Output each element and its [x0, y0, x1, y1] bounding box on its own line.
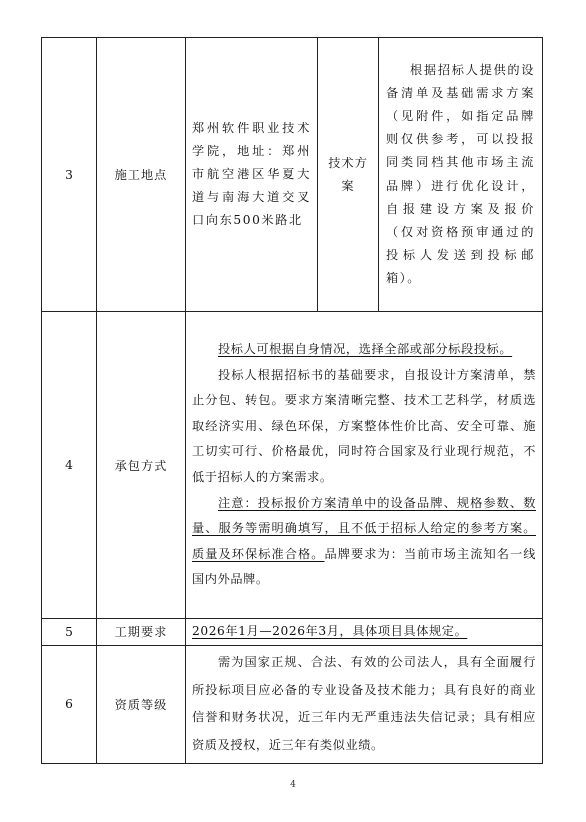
method-description-text: 根据招标人提供的设备清单及基础需求方案（见附件，如指定品牌则仅供参考，可以投报同类同档其他市场主流品牌）进行优化设计，自报建设方案及报价（仅对资格预审通过的投标人发送到投标邮箱）。	[386, 63, 535, 285]
row-number: 5	[42, 619, 97, 646]
tender-requirements-table	[41, 37, 543, 764]
qualification-text: 需为国家正规、合法、有效的公司法人，具有全面履行所投标项目应必备的专业设备及技术能力；具有良好的商业信誉和财务状况，近三年内无严重违法失信记录；具有相应资质及授权，近三年有类似业绩。	[192, 655, 536, 752]
construction-location-cell	[186, 38, 318, 312]
qualification-cell	[186, 645, 543, 763]
contract-para-1-text: 投标人可根据自身情况，选择全部或部分标段投标。	[218, 342, 513, 357]
schedule-text: 2026年1月—2026年3月，具体项目具体规定。	[192, 624, 468, 638]
item-name: 资质等级	[97, 645, 186, 763]
row-number: 3	[42, 38, 97, 312]
contract-method-cell	[186, 312, 543, 619]
contract-para-3	[192, 491, 536, 593]
item-name: 施工地点	[97, 38, 186, 312]
method-description-cell	[379, 38, 543, 312]
contract-para-3-rest: 品牌要求为：当前市场主流知名一线国内外品牌。	[192, 546, 536, 587]
item-name: 承包方式	[97, 312, 186, 619]
item-name: 工期要求	[97, 619, 186, 646]
method-text: 技术方案	[328, 155, 368, 193]
table-row	[42, 312, 543, 619]
contract-para-3-underlined: 注意：投标报价方案清单中的设备品牌、规格参数、数量、服务等需明确填写，且不低于招标人给定的参考方案。质量及环保标准合格。	[192, 495, 536, 561]
row-number: 6	[42, 645, 97, 763]
method-cell	[318, 38, 379, 312]
table-row	[42, 645, 543, 763]
schedule-cell	[186, 619, 543, 646]
row-number: 4	[42, 312, 97, 619]
page-number: 4	[290, 780, 296, 790]
construction-location-text: 郑州软件职业技术学院，地址：郑州市航空港区华夏大道与南海大道交叉口向东500米路北	[192, 121, 311, 227]
contract-para-2: 投标人根据招标书的基础要求，自报设计方案清单，禁止分包、转包。要求方案清晰完整、技术工艺科学，材质选取经济实用、绿色环保，方案整体性价比高、安全可靠、施工切实可行、价格最优，同时符合国家及行业现行规范，不低于招标人的方案需求。	[192, 367, 536, 484]
table-row	[42, 38, 543, 312]
contract-para-1	[192, 337, 536, 363]
table-row	[42, 619, 543, 646]
